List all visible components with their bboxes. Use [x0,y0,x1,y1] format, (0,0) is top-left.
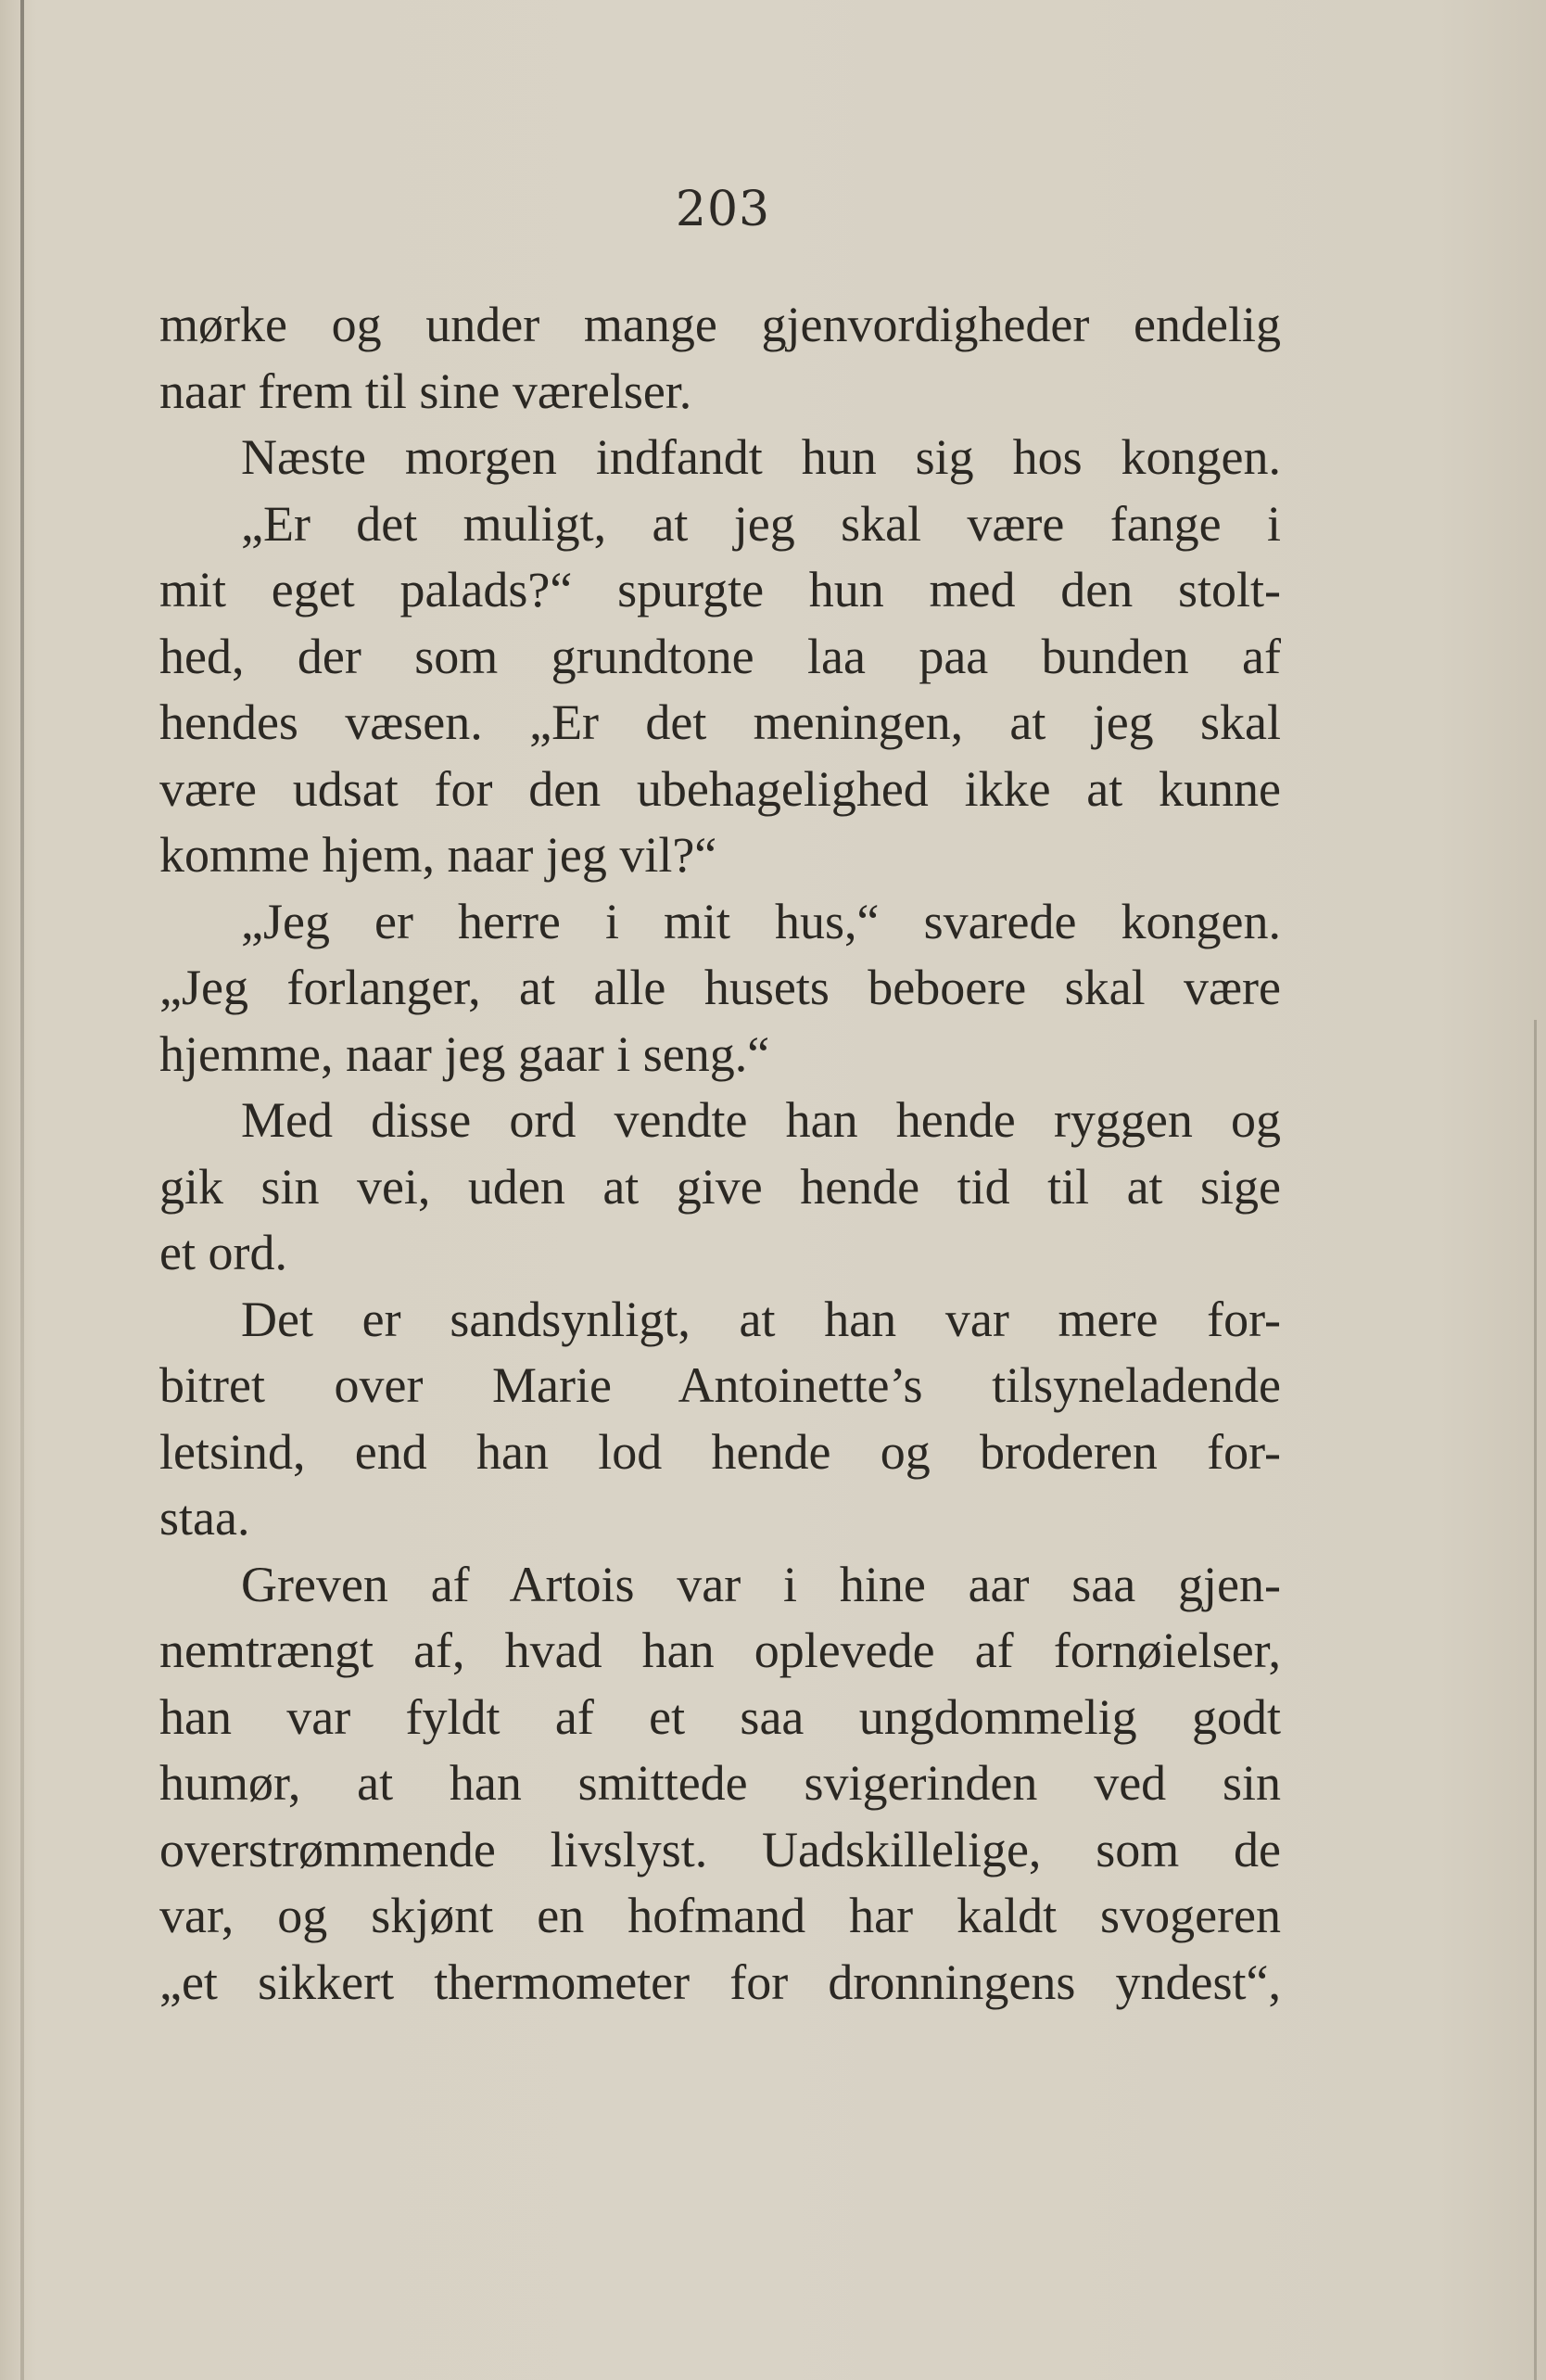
page-gutter-shadow [20,0,24,2380]
text-line: nemtrængt af, hvad han oplevede af fornøielser, [159,1623,1281,1678]
text-line: Næste morgen indfandt hun sig hos kongen. [241,429,1281,485]
body-text [159,292,1281,2016]
text-line: humør, at han smittede svigerinden ved sin [159,1755,1281,1811]
text-line: han var fyldt af et saa ungdommelig godt [159,1688,1281,1745]
text-line: „et sikkert thermometer for dronningens yndest“, [159,1954,1281,2010]
text-line: hjemme, naar jeg gaar i seng.“ [159,1025,770,1082]
text-line: staa. [159,1490,250,1546]
text-line: „Jeg forlanger, at alle husets beboere skal være [159,960,1281,1015]
text-line: var, og skjønt en hofmand har kaldt svogeren [159,1888,1281,1943]
text-line: Med disse ord vendte han hende ryggen og [241,1092,1281,1148]
text-line: mit eget palads?“ spurgte hun med den stolt- [159,562,1281,617]
text-line: naar frem til sine værelser. [159,363,692,419]
text-line: hed, der som grundtone laa paa bunden af [159,628,1281,684]
page-edge-line [1534,1020,1537,2380]
text-line: gik sin vei, uden at give hende tid til at sige [159,1158,1281,1215]
text-line: „Er det muligt, at jeg skal være fange i [241,495,1281,552]
text-line: letsind, end han lod hende og broderen for- [159,1423,1281,1480]
text-line: overstrømmende livslyst. Uadskillelige, som de [159,1821,1281,1877]
page-number: 203 [675,182,771,237]
text-line: bitret over Marie Antoinette’s tilsyneladende [159,1357,1281,1413]
text-line: „Jeg er herre i mit hus,“ svarede kongen. [241,893,1281,949]
text-line: et ord. [159,1225,287,1280]
text-line: komme hjem, naar jeg vil?“ [159,827,717,883]
text-line: Det er sandsynligt, at han var mere for- [241,1291,1281,1347]
text-line: hendes væsen. „Er det meningen, at jeg skal [159,694,1281,750]
text-line: være udsat for den ubehagelighed ikke at kunne [159,760,1281,817]
text-line: Greven af Artois var i hine aar saa gjen- [241,1556,1281,1612]
text-line: mørke og under mange gjenvordigheder endelig [159,297,1281,352]
